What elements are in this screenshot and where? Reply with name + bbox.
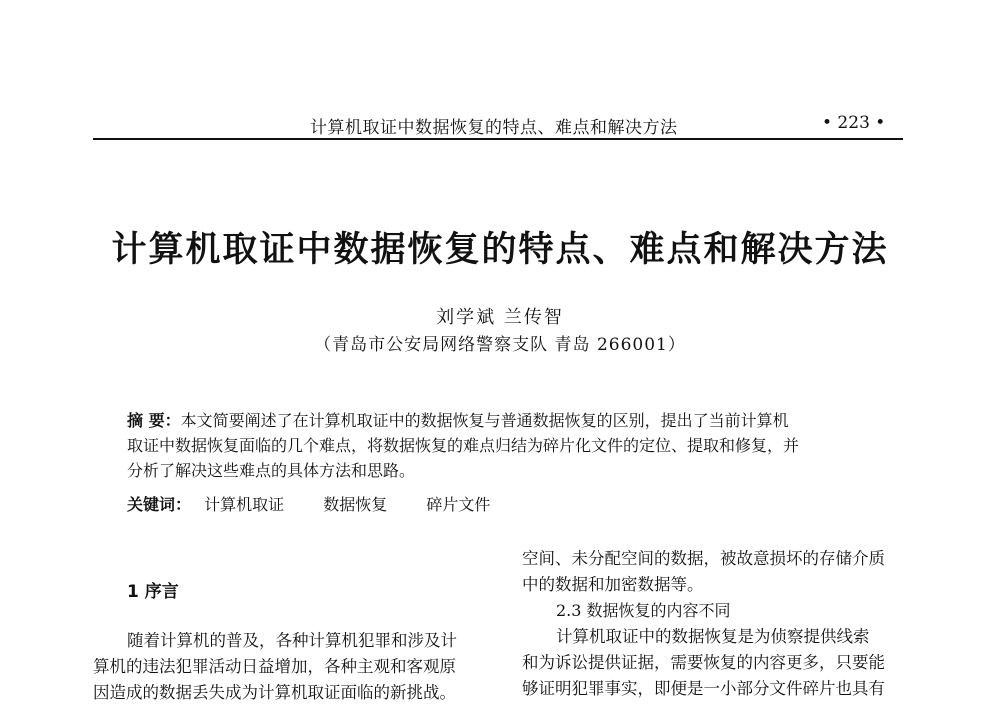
keywords xyxy=(127,492,516,515)
left-column-paragraph xyxy=(93,628,488,706)
paragraph-line: 和为诉讼提供证据，需要恢复的内容更多，只要能 xyxy=(522,653,885,672)
paragraph-line: 计算机取证中的数据恢复是为侦察提供线索 xyxy=(556,627,870,646)
paragraph-line: 空间、未分配空间的数据，被故意损坏的存储介质 xyxy=(522,549,885,568)
page-number: • 223 • xyxy=(822,113,886,133)
paragraph-line: 算机的违法犯罪活动日益增加，各种主观和客观原 xyxy=(93,657,456,676)
abstract-line: 分析了解决这些难点的具体方法和思路。 xyxy=(127,461,416,480)
paragraph-line: 随着计算机的普及，各种计算机犯罪和涉及计 xyxy=(127,631,457,650)
abstract xyxy=(127,408,887,483)
paragraph-line: 中的数据和加密数据等。 xyxy=(522,575,704,594)
paper-title: 计算机取证中数据恢复的特点、难点和解决方法 xyxy=(111,230,889,270)
authors: 刘学斌 兰传智 xyxy=(436,307,564,328)
abstract-line: 取证中数据恢复面临的几个难点，将数据恢复的难点归结为碎片化文件的定位、提取和修复，并 xyxy=(127,436,800,455)
right-column xyxy=(522,546,922,702)
abstract-line xyxy=(127,408,887,433)
keywords-label: 关键词： xyxy=(127,495,192,514)
abstract-label: 摘 要： xyxy=(127,411,181,430)
affiliation: （青岛市公安局网络警察支队 青岛 266001） xyxy=(314,335,686,355)
keyword: 碎片文件 xyxy=(426,495,491,514)
header-rule xyxy=(93,138,903,140)
running-title: 计算机取证中数据恢复的特点、难点和解决方法 xyxy=(310,118,678,138)
subsection-heading: 2.3 数据恢复的内容不同 xyxy=(556,601,731,620)
section-heading: 1 序言 xyxy=(127,582,179,602)
paragraph-line: 因造成的数据丢失成为计算机取证面临的新挑战。 xyxy=(93,683,456,702)
abstract-text: 本文简要阐述了在计算机取证中的数据恢复与普通数据恢复的区别，提出了当前计算机 xyxy=(180,411,789,430)
paragraph-line: 够证明犯罪事实，即便是一小部分文件碎片也具有 xyxy=(522,679,885,698)
keyword: 计算机取证 xyxy=(204,495,285,514)
keyword: 数据恢复 xyxy=(323,495,388,514)
